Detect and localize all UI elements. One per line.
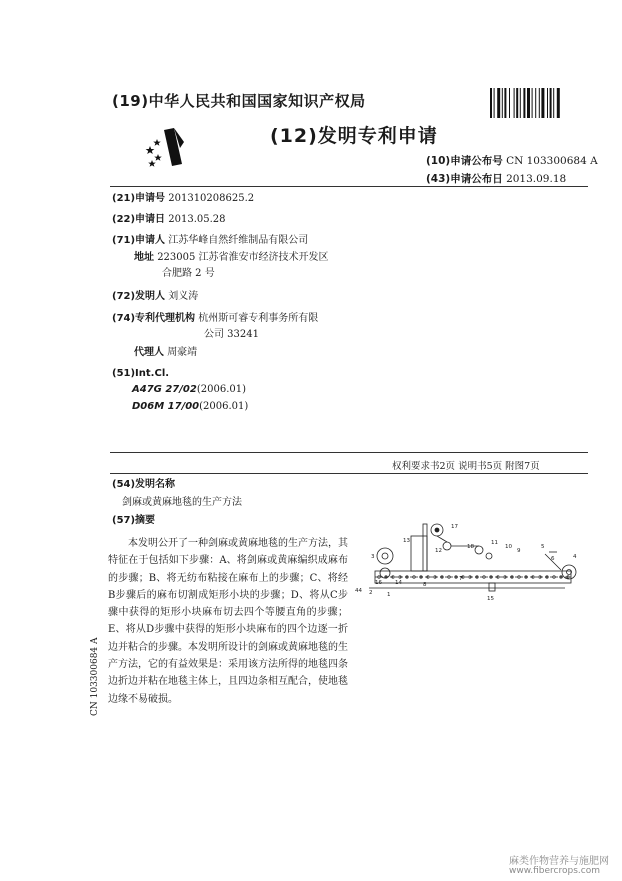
publication-date [426, 171, 566, 186]
barcode-bar [520, 88, 521, 118]
int-cl-2-code: D06M 17/00 [132, 401, 200, 412]
figure-reference-numeral: 11 [491, 540, 498, 546]
figure-reference-numeral: 7 [459, 576, 463, 582]
pages-rule-top [110, 452, 588, 453]
invention-title-label-text: (54)发明名称 [112, 479, 176, 490]
abstract-text: 本发明公开了一种剑麻或黄麻地毯的生产方法，其特征在于包括如下步骤：A、将剑麻或黄麻编织成麻布的步骤；B、将无纺布粘接在麻布上的步骤；C、将经B步骤后的麻布切割成矩形小块的步骤；D、将从C步骤中获得的矩形小块麻布切去四个等腰直角的步骤；E、将从D步骤中获得的矩形小块麻布的四个边逐一折边并粘合的步骤。本发明所设计的剑麻或黄麻地毯的生产方法，它的有益效果是：采用该方法所得的地毯四条边折边并粘在地毯主体上，且四边条相互配合，使地毯边缘不易破损。 [108, 538, 348, 705]
barcode-bar [553, 88, 554, 118]
int-cl-label-text: (51)Int.Cl. [112, 368, 170, 379]
barcode-bar [523, 88, 525, 118]
inventor-label: (72)发明人 [112, 291, 166, 302]
patent-agency-label: (74)专利代理机构 [112, 313, 196, 324]
bed-tick [413, 576, 415, 578]
barcode-bar [502, 88, 503, 118]
roller-12 [443, 542, 451, 550]
issuing-office: (19)中华人民共和国国家知识产权局 [112, 92, 366, 110]
application-number-label: (21)申请号 [112, 193, 166, 204]
figure-reference-numeral: 13 [403, 538, 410, 544]
application-date-value: 2013.05.28 [168, 214, 226, 225]
address-label: 地址 [134, 252, 154, 263]
bed-tick [448, 576, 450, 578]
int-cl-2-version: (2006.01) [199, 401, 249, 412]
barcode-bar [504, 88, 506, 118]
document-type-title: (12)发明专利申请 [270, 125, 438, 147]
applicant-value: 江苏华峰自然纤维制品有限公司 [168, 235, 309, 246]
figure-reference-numeral: 2 [369, 590, 373, 596]
watermark-url: www.fibercrops.com [509, 866, 600, 876]
figure-reference-numeral: 10 [505, 544, 512, 550]
invention-title: 剑麻或黄麻地毯的生产方法 [122, 497, 242, 508]
bed-tick [518, 576, 520, 578]
address [134, 251, 329, 265]
barcode-bar [509, 88, 510, 118]
bed-tick [553, 576, 555, 578]
patent-agency [112, 312, 318, 326]
barcode-bar [550, 88, 552, 118]
header-rule [110, 186, 588, 187]
figure-reference-numeral: 4 [573, 554, 577, 560]
bed-tick [483, 576, 485, 578]
figure-reference-numeral: 14 [395, 580, 402, 586]
tall-column [423, 524, 427, 571]
int-cl-1-code: A47G 27/02 [132, 384, 197, 395]
cnipa-logo-icon [144, 124, 190, 170]
roller-11 [475, 546, 483, 554]
inventor [112, 290, 198, 304]
guide-line-1 [437, 536, 447, 542]
figure-reference-numeral: 17 [451, 524, 458, 530]
applicant-label: (71)申请人 [112, 235, 166, 246]
figure-reference-numeral: 1 [387, 592, 391, 598]
application-date-label: (22)申请日 [112, 214, 166, 225]
side-publication-number: CN 103300684 A [90, 637, 100, 716]
barcode-bar [539, 88, 540, 118]
patent-agency-line2: 公司 33241 [204, 329, 259, 340]
abstract-figure [355, 518, 583, 612]
applicant [112, 234, 308, 248]
barcode-bar [516, 88, 518, 118]
publication-number-label: (10)申请公布号 [426, 155, 503, 167]
publication-number [426, 153, 598, 168]
application-number [112, 192, 254, 206]
barcode-bar [535, 88, 536, 118]
figure-reference-numeral: 8 [423, 582, 427, 588]
publication-date-label: (43)申请公布日 [426, 173, 503, 185]
barcode [490, 88, 582, 118]
watermark-site-name: 麻类作物营养与施肥网 [509, 856, 609, 867]
barcode-bar [557, 88, 560, 118]
publication-number-value: CN 103300684 A [506, 155, 598, 167]
int-cl-label [112, 367, 169, 381]
figure-reference-numeral: 6 [551, 556, 555, 562]
barcode-bar [494, 88, 495, 118]
application-number-value: 201310208625.2 [168, 193, 255, 204]
figure-reference-numeral: 44 [355, 588, 362, 594]
int-cl-1 [132, 383, 246, 397]
barcode-bar [497, 88, 500, 118]
abstract-label [112, 514, 155, 528]
barcode-bar [490, 88, 492, 118]
barcode-bar [514, 88, 515, 118]
int-cl-1-version: (2006.01) [196, 384, 246, 395]
figure-reference-numeral: 12 [435, 548, 442, 554]
barcode-bar [541, 88, 544, 118]
invention-title-label [112, 478, 175, 492]
support-leg-15 [489, 583, 495, 591]
inventor-value: 刘义涛 [168, 291, 199, 302]
figure-reference-numeral: 3 [371, 554, 375, 560]
page-counts: 权利要求书2页 说明书5页 附图7页 [392, 461, 540, 472]
address-line1: 223005 江苏省淮安市经济技术开发区 [157, 252, 329, 263]
patent-agency-line1: 杭州斯可睿专利事务所有限 [198, 313, 319, 324]
publication-date-value: 2013.09.18 [506, 173, 567, 185]
barcode-bar [532, 88, 533, 118]
figure-reference-numeral: 18 [467, 544, 474, 550]
patent-agent-label: 代理人 [134, 347, 164, 358]
barcode-bar [527, 88, 530, 118]
patent-agent-value: 周豪靖 [167, 347, 198, 358]
frame-box [411, 536, 427, 571]
figure-reference-numeral: 5 [541, 544, 545, 550]
abstract-label-text: (57)摘要 [112, 515, 156, 526]
figure-reference-numeral: 16 [375, 580, 382, 586]
figure-reference-numeral: 9 [517, 548, 521, 554]
roller-10 [486, 553, 492, 559]
pages-rule-bottom [110, 473, 588, 474]
roller-17-hub [435, 528, 439, 532]
patent-agent [134, 346, 197, 360]
roller-5-left-hub [382, 553, 388, 559]
address-line2: 合肥路 2 号 [162, 268, 215, 279]
roller-5-left [377, 548, 393, 564]
figure-reference-numeral: 15 [487, 596, 494, 602]
barcode-bar [547, 88, 548, 118]
bed-tick [378, 576, 380, 578]
int-cl-2 [132, 400, 248, 414]
application-date [112, 213, 226, 227]
